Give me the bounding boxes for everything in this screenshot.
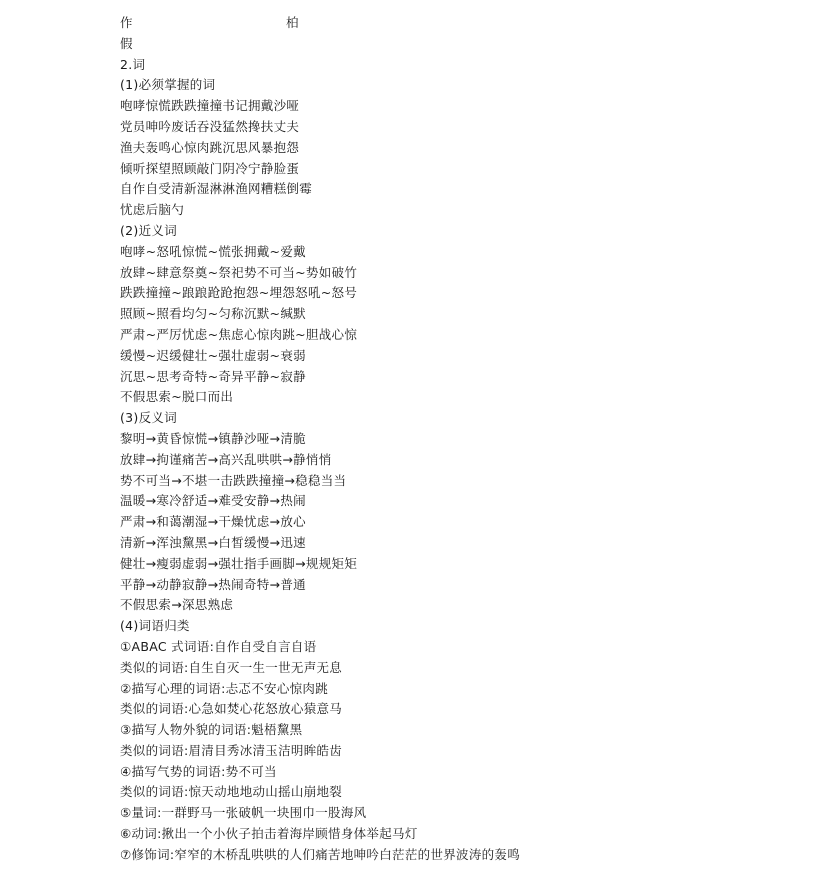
part4-line: 类似的词语:眉清目秀冰清玉洁明眸皓齿 <box>120 742 343 758</box>
part1-line: 咆哮惊慌跌跌撞撞书记拥戴沙哑 <box>120 98 300 114</box>
part1-line: 党员呻吟废话吞没猛然搀扶丈夫 <box>120 118 300 134</box>
part3-title: (3)反义词 <box>120 410 178 426</box>
part2-line: 跌跌撞撞~踉踉跄跄抱怨~埋怨怒吼~怒号 <box>120 285 358 301</box>
part3-line: 不假思索→深思熟虑 <box>120 597 234 613</box>
part2-line: 放肆~肆意祭奠~祭祀势不可当~势如破竹 <box>120 264 358 280</box>
top-row <box>120 13 800 34</box>
part3-line: 放肆→拘谨痛苦→高兴乱哄哄→静悄悄 <box>120 451 332 467</box>
part3-line: 平静→动静寂静→热闹奇特→普通 <box>120 576 306 592</box>
top-right-char: 柏 <box>286 15 299 30</box>
part1-title: (1)必须掌握的词 <box>120 77 216 93</box>
part1-line: 自作自受清新湿淋淋渔网糟糕倒霉 <box>120 181 313 197</box>
part2-line: 咆哮~怒吼惊慌~慌张拥戴~爱戴 <box>120 243 306 259</box>
part4-line: ①ABAC 式词语:自作自受自言自语 <box>120 638 317 654</box>
part2-title: (2)近义词 <box>120 222 178 238</box>
part2-line: 照顾~照看均匀~匀称沉默~缄默 <box>120 306 306 322</box>
part4-title: (4)词语归类 <box>120 618 190 634</box>
part3-line: 清新→浑浊黧黑→白皙缓慢→迅速 <box>120 534 306 550</box>
part2-line: 缓慢~迟缓健壮~强壮虚弱~衰弱 <box>120 347 306 363</box>
top-left-char: 作 <box>120 15 133 30</box>
second-char: 假 <box>120 35 133 51</box>
part2-line: 严肃~严厉忧虑~焦虑心惊肉跳~胆战心惊 <box>120 326 358 342</box>
part1-line: 渔夫轰鸣心惊肉跳沉思风暴抱怨 <box>120 139 300 155</box>
part4-line: 类似的词语:自生自灭一生一世无声无息 <box>120 659 343 675</box>
part4-line: ⑤量词:一群野马一张破帆一块围巾一股海风 <box>120 805 367 821</box>
part4-line: 类似的词语:心急如焚心花怒放心猿意马 <box>120 701 343 717</box>
part3-line: 健壮→瘦弱虚弱→强壮指手画脚→规规矩矩 <box>120 555 358 571</box>
part3-line: 温暖→寒冷舒适→难受安静→热闹 <box>120 493 306 509</box>
part4-line: ⑥动词:揪出一个小伙子拍击着海岸顾惜身体举起马灯 <box>120 826 418 842</box>
part4-line: ⑦修饰词:窄窄的木桥乱哄哄的人们痛苦地呻吟白茫茫的世界波涛的轰鸣 <box>120 846 521 862</box>
document-body <box>120 13 800 866</box>
section-title: 2.词 <box>120 56 146 72</box>
part4-line: ②描写心理的词语:忐忑不安心惊肉跳 <box>120 680 329 696</box>
part2-line: 沉思~思考奇特~奇异平静~寂静 <box>120 368 306 384</box>
part2-line: 不假思索~脱口而出 <box>120 389 234 405</box>
part4-line: ④描写气势的词语:势不可当 <box>120 763 277 779</box>
part1-line: 倾听探望照顾敲门阴冷宁静脸蛋 <box>120 160 300 176</box>
part4-line: ③描写人物外貌的词语:魁梧黧黑 <box>120 722 303 738</box>
part3-line: 势不可当→不堪一击跌跌撞撞→稳稳当当 <box>120 472 347 488</box>
part4-line: 类似的词语:惊天动地地动山摇山崩地裂 <box>120 784 343 800</box>
part1-line: 忧虑后脑勺 <box>120 202 185 218</box>
part3-line: 严肃→和蔼潮湿→干燥忧虑→放心 <box>120 514 306 530</box>
part3-line: 黎明→黄昏惊慌→镇静沙哑→清脆 <box>120 430 306 446</box>
